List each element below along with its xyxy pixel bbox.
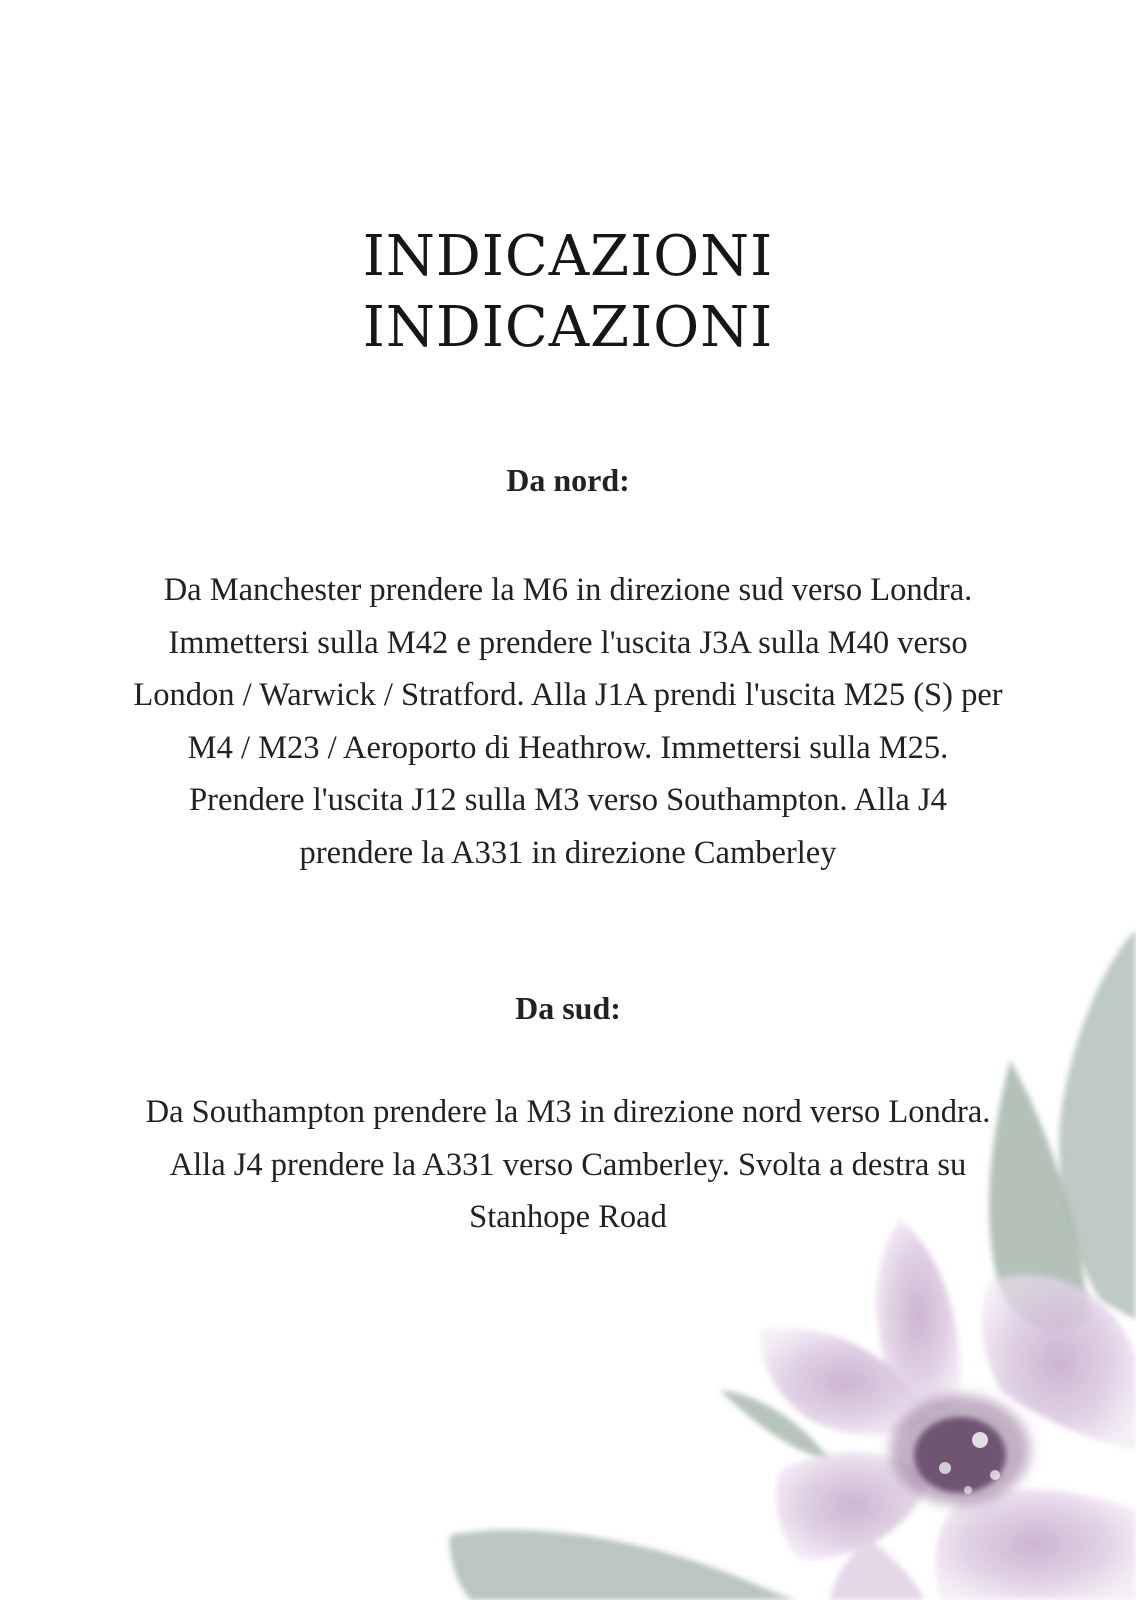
page-title-line-2: INDICAZIONI [362, 295, 774, 360]
page-title-line-1: INDICAZIONI [362, 224, 774, 289]
section-heading-north: Da nord: [506, 462, 630, 498]
section-text-north: Da Manchester prendere la M6 in direzione sud verso Londra. Immettersi sulla M42 e prendere l'uscita J3A sulla M40 verso London / Warwick / Stratford. Alla J1A prendi l'uscita M25 (S) per M4 / M23 / Aeroporto di Heathrow. Immettersi sulla M25. Prendere l'uscita J12 sulla M3 verso Southampton. Alla J4 prendere la A331 in direzione Camberley [133, 572, 1003, 871]
section-heading-south: Da sud: [515, 990, 621, 1026]
section-text-south: Da Southampton prendere la M3 in direzione nord verso Londra. Alla J4 prendere la A331 verso Camberley. Svolta a destra su Stanhope Road [145, 1094, 991, 1235]
flower-center [890, 1395, 1030, 1505]
